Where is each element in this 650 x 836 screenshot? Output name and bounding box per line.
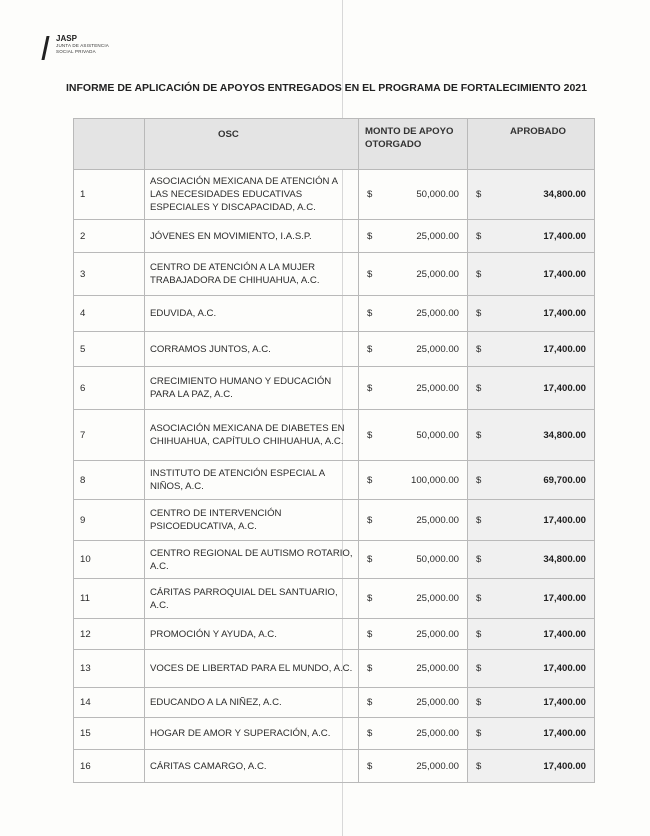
row-osc-name: CRECIMIENTO HUMANO Y EDUCACIÓN PARA LA PAZ, A.C. xyxy=(145,367,359,410)
row-osc-name: CÁRITAS PARROQUIAL DEL SANTUARIO, A.C. xyxy=(145,579,359,619)
currency-symbol: $ xyxy=(367,554,373,565)
table-row xyxy=(74,688,595,718)
row-osc-name: EDUCANDO A LA NIÑEZ, A.C. xyxy=(145,688,359,718)
row-aprobado: 34,800.00 xyxy=(543,189,586,200)
row-osc-name: CENTRO DE INTERVENCIÓN PSICOEDUCATIVA, A.C. xyxy=(145,500,359,541)
logo-name: JASP xyxy=(56,34,77,43)
currency-symbol: $ xyxy=(367,760,373,772)
row-aprobado: 69,700.00 xyxy=(543,474,586,486)
header-aprobado xyxy=(468,119,595,170)
header-monto-line-1: MONTO DE APOYO xyxy=(365,126,454,137)
row-aprobado: 17,400.00 xyxy=(543,663,586,674)
row-monto-cell xyxy=(359,220,468,253)
table-row xyxy=(74,170,595,220)
row-number: 5 xyxy=(74,332,145,367)
table-body xyxy=(74,170,595,783)
row-number: 2 xyxy=(74,220,145,253)
row-osc-name: HOGAR DE AMOR Y SUPERACIÓN, A.C. xyxy=(145,718,359,750)
row-aprobado-cell xyxy=(468,410,595,461)
row-aprobado: 17,400.00 xyxy=(543,628,586,640)
row-monto: 25,000.00 xyxy=(416,343,459,355)
header-osc-label: OSC xyxy=(218,129,239,140)
row-number: 8 xyxy=(74,461,145,500)
row-aprobado-cell xyxy=(468,170,595,220)
currency-symbol: $ xyxy=(367,663,373,674)
currency-symbol: $ xyxy=(476,308,482,319)
row-aprobado: 17,400.00 xyxy=(543,593,586,604)
row-monto-cell xyxy=(359,253,468,296)
row-monto-cell xyxy=(359,461,468,500)
row-monto: 25,000.00 xyxy=(416,663,459,674)
currency-symbol: $ xyxy=(367,593,373,604)
row-monto-cell xyxy=(359,750,468,783)
row-aprobado-cell xyxy=(468,461,595,500)
document-title: INFORME DE APLICACIÓN DE APOYOS ENTREGADOS EN EL PROGRAMA DE FORTALECIMIENTO 2021 xyxy=(66,82,587,94)
support-table xyxy=(73,118,595,783)
currency-symbol: $ xyxy=(476,382,482,394)
table-row xyxy=(74,367,595,410)
row-number: 6 xyxy=(74,367,145,410)
header-number xyxy=(74,119,145,170)
row-monto: 50,000.00 xyxy=(416,429,459,441)
row-osc-name: CENTRO DE ATENCIÓN A LA MUJER TRABAJADORA DE CHIHUAHUA, A.C. xyxy=(145,253,359,296)
row-aprobado-cell xyxy=(468,750,595,783)
table-header-row xyxy=(74,119,595,170)
row-monto-cell xyxy=(359,650,468,688)
table-row xyxy=(74,461,595,500)
currency-symbol: $ xyxy=(476,343,482,355)
currency-symbol: $ xyxy=(476,189,482,200)
header-monto xyxy=(359,119,468,170)
row-aprobado-cell xyxy=(468,220,595,253)
row-monto-cell xyxy=(359,579,468,619)
currency-symbol: $ xyxy=(476,514,482,526)
currency-symbol: $ xyxy=(476,593,482,604)
logo-subtitle-1: JUNTA DE ASISTENCIA xyxy=(56,43,109,48)
row-monto: 25,000.00 xyxy=(416,760,459,772)
row-monto: 50,000.00 xyxy=(416,189,459,200)
table-row xyxy=(74,718,595,750)
row-aprobado-cell xyxy=(468,579,595,619)
currency-symbol: $ xyxy=(367,268,373,280)
row-number: 4 xyxy=(74,296,145,332)
row-number: 15 xyxy=(74,718,145,750)
row-number: 16 xyxy=(74,750,145,783)
row-aprobado-cell xyxy=(468,688,595,718)
row-monto-cell xyxy=(359,688,468,718)
currency-symbol: $ xyxy=(476,268,482,280)
row-osc-name: EDUVIDA, A.C. xyxy=(145,296,359,332)
row-aprobado: 17,400.00 xyxy=(543,728,586,739)
row-number: 12 xyxy=(74,619,145,650)
table-row xyxy=(74,650,595,688)
table-row xyxy=(74,220,595,253)
row-monto: 25,000.00 xyxy=(416,230,459,242)
logo-subtitle-2: SOCIAL PRIVADA xyxy=(56,49,96,54)
currency-symbol: $ xyxy=(367,308,373,319)
currency-symbol: $ xyxy=(476,760,482,772)
row-number: 13 xyxy=(74,650,145,688)
header-monto-label xyxy=(359,119,467,151)
row-monto-cell xyxy=(359,367,468,410)
currency-symbol: $ xyxy=(367,382,373,394)
currency-symbol: $ xyxy=(367,514,373,526)
currency-symbol: $ xyxy=(367,728,373,739)
table-row xyxy=(74,750,595,783)
row-number: 7 xyxy=(74,410,145,461)
table-row xyxy=(74,500,595,541)
currency-symbol: $ xyxy=(476,474,482,486)
row-monto-cell xyxy=(359,410,468,461)
row-osc-name: PROMOCIÓN Y AYUDA, A.C. xyxy=(145,619,359,650)
currency-symbol: $ xyxy=(476,554,482,565)
currency-symbol: $ xyxy=(367,343,373,355)
row-aprobado-cell xyxy=(468,650,595,688)
row-number: 14 xyxy=(74,688,145,718)
row-osc-name: JÓVENES EN MOVIMIENTO, I.A.S.P. xyxy=(145,220,359,253)
row-aprobado-cell xyxy=(468,296,595,332)
row-monto: 25,000.00 xyxy=(416,308,459,319)
currency-symbol: $ xyxy=(476,697,482,708)
row-monto-cell xyxy=(359,332,468,367)
row-number: 9 xyxy=(74,500,145,541)
logo-bar-icon xyxy=(41,36,49,60)
row-monto: 25,000.00 xyxy=(416,628,459,640)
header-osc xyxy=(145,119,359,170)
logo-text xyxy=(56,34,109,55)
table-row xyxy=(74,410,595,461)
row-osc-name: INSTITUTO DE ATENCIÓN ESPECIAL A NIÑOS, A.C. xyxy=(145,461,359,500)
currency-symbol: $ xyxy=(367,189,373,200)
currency-symbol: $ xyxy=(367,474,373,486)
row-osc-name: CÁRITAS CAMARGO, A.C. xyxy=(145,750,359,783)
table-row xyxy=(74,579,595,619)
row-osc-name: ASOCIACIÓN MEXICANA DE ATENCIÓN A LAS NECESIDADES EDUCATIVAS ESPECIALES Y DISCAPACIDAD, A.C. xyxy=(145,170,359,220)
row-number: 11 xyxy=(74,579,145,619)
row-aprobado: 17,400.00 xyxy=(543,760,586,772)
header-aprobado-label: APROBADO xyxy=(510,126,566,137)
currency-symbol: $ xyxy=(476,663,482,674)
currency-symbol: $ xyxy=(476,429,482,441)
row-monto: 25,000.00 xyxy=(416,514,459,526)
row-monto-cell xyxy=(359,170,468,220)
row-number: 1 xyxy=(74,170,145,220)
table-row xyxy=(74,619,595,650)
currency-symbol: $ xyxy=(367,230,373,242)
table-row xyxy=(74,541,595,579)
row-aprobado: 17,400.00 xyxy=(543,308,586,319)
header-monto-line-2: OTORGADO xyxy=(365,139,422,150)
row-monto-cell xyxy=(359,718,468,750)
row-aprobado: 17,400.00 xyxy=(543,230,586,242)
row-monto-cell xyxy=(359,500,468,541)
row-monto: 25,000.00 xyxy=(416,697,459,708)
row-monto: 25,000.00 xyxy=(416,593,459,604)
row-aprobado-cell xyxy=(468,541,595,579)
row-aprobado: 34,800.00 xyxy=(543,554,586,565)
row-aprobado: 17,400.00 xyxy=(543,382,586,394)
row-monto: 50,000.00 xyxy=(416,554,459,565)
row-aprobado-cell xyxy=(468,500,595,541)
row-number: 10 xyxy=(74,541,145,579)
currency-symbol: $ xyxy=(367,628,373,640)
row-aprobado: 17,400.00 xyxy=(543,343,586,355)
currency-symbol: $ xyxy=(476,628,482,640)
table-row xyxy=(74,296,595,332)
currency-symbol: $ xyxy=(367,697,373,708)
row-aprobado-cell xyxy=(468,718,595,750)
currency-symbol: $ xyxy=(367,429,373,441)
currency-symbol: $ xyxy=(476,728,482,739)
row-monto: 25,000.00 xyxy=(416,728,459,739)
row-osc-name: CORRAMOS JUNTOS, A.C. xyxy=(145,332,359,367)
row-aprobado: 17,400.00 xyxy=(543,697,586,708)
currency-symbol: $ xyxy=(476,230,482,242)
row-osc-name: ASOCIACIÓN MEXICANA DE DIABETES EN CHIHUAHUA, CAPÍTULO CHIHUAHUA, A.C. xyxy=(145,410,359,461)
table-row xyxy=(74,253,595,296)
row-aprobado: 17,400.00 xyxy=(543,268,586,280)
row-monto: 100,000.00 xyxy=(410,474,459,486)
row-monto-cell xyxy=(359,619,468,650)
row-aprobado-cell xyxy=(468,367,595,410)
row-monto-cell xyxy=(359,541,468,579)
row-aprobado-cell xyxy=(468,253,595,296)
row-monto-cell xyxy=(359,296,468,332)
row-aprobado: 34,800.00 xyxy=(543,429,586,441)
table-row xyxy=(74,332,595,367)
row-monto: 25,000.00 xyxy=(416,268,459,280)
row-aprobado-cell xyxy=(468,619,595,650)
row-aprobado: 17,400.00 xyxy=(543,514,586,526)
row-aprobado-cell xyxy=(468,332,595,367)
row-osc-name: VOCES DE LIBERTAD PARA EL MUNDO, A.C. xyxy=(145,650,359,688)
row-number: 3 xyxy=(74,253,145,296)
row-monto: 25,000.00 xyxy=(416,382,459,394)
row-osc-name: CENTRO REGIONAL DE AUTISMO ROTARIO, A.C. xyxy=(145,541,359,579)
